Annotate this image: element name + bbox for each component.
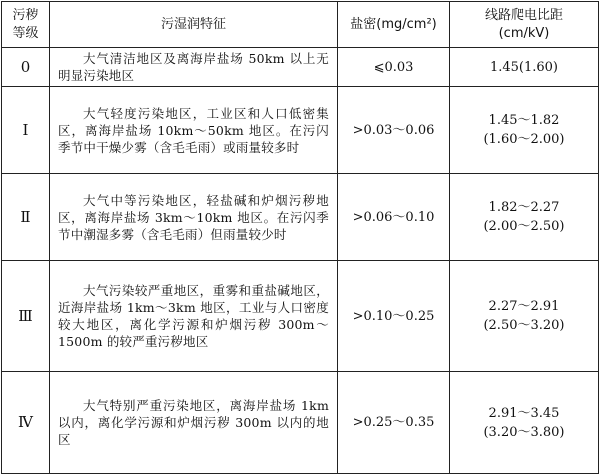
header-level-line2: 等级 bbox=[12, 25, 39, 41]
creepage-value: 1.82～2.27 bbox=[488, 200, 560, 215]
header-level-line1: 污秽 bbox=[12, 7, 39, 23]
creepage-value-alt: (2.00～2.50) bbox=[483, 219, 565, 234]
table-header-row bbox=[2, 2, 599, 48]
characteristics-cell: 大气轻度污染地区，工业区和人口低密集区，离海岸盐场 10km～50km 地区。在污闪季节中干燥少雾（含毛毛雨）或雨量较多时 bbox=[50, 87, 338, 174]
characteristics-cell: 大气特别严重污染地区，离海岸盐场 1km 以内，离化学污源和炉烟污秽 300m 以内的地区 bbox=[50, 372, 338, 474]
table-row bbox=[2, 48, 599, 87]
pollution-level-table bbox=[1, 1, 599, 474]
pollution-level-cell: Ⅱ bbox=[2, 174, 50, 261]
creepage-distance-cell bbox=[450, 372, 599, 474]
pollution-level-cell: Ⅰ bbox=[2, 87, 50, 174]
creepage-value: 1.45～1.82 bbox=[488, 113, 560, 128]
salt-density-cell: >0.06～0.10 bbox=[338, 174, 450, 261]
creepage-value-alt: (2.50～3.20) bbox=[483, 318, 565, 333]
characteristics-cell: 大气污染较严重地区，重雾和重盐碱地区，近海岸盐场 1km～3km 地区，工业与人口密度较大地区，离化学污源和炉烟污秽 300m～1500m 的较严重污秽地区 bbox=[50, 261, 338, 372]
creepage-value: 1.45(1.60) bbox=[489, 59, 559, 75]
salt-density-cell: >0.25～0.35 bbox=[338, 372, 450, 474]
header-creepage-line2: (cm/kV) bbox=[498, 25, 550, 41]
header-salt-density: 盐密(mg/cm²) bbox=[338, 2, 450, 48]
table-row bbox=[2, 87, 599, 174]
header-characteristics: 污湿润特征 bbox=[50, 2, 338, 48]
salt-density-cell: >0.10～0.25 bbox=[338, 261, 450, 372]
creepage-distance-cell bbox=[450, 261, 599, 372]
salt-density-cell: ⩽0.03 bbox=[338, 48, 450, 87]
table-row bbox=[2, 261, 599, 372]
salt-density-cell: >0.03～0.06 bbox=[338, 87, 450, 174]
creepage-value-alt: (3.20～3.80) bbox=[483, 424, 565, 440]
characteristics-cell: 大气中等污染地区，轻盐碱和炉烟污秽地区，离海岸盐场 3km～10km 地区。在污闪季节中潮湿多雾（含毛毛雨）但雨量较少时 bbox=[50, 174, 338, 261]
pollution-level-cell: Ⅲ bbox=[2, 261, 50, 372]
header-pollution-level bbox=[2, 2, 50, 48]
creepage-distance-cell bbox=[450, 87, 599, 174]
creepage-distance-cell bbox=[450, 48, 599, 87]
table-row bbox=[2, 372, 599, 474]
creepage-value: 2.91～3.45 bbox=[488, 405, 560, 421]
header-creepage-distance bbox=[450, 2, 599, 48]
pollution-level-cell: Ⅳ bbox=[2, 372, 50, 474]
characteristics-cell: 大气清洁地区及离海岸盐场 50km 以上无明显污染地区 bbox=[50, 48, 338, 87]
creepage-value: 2.27～2.91 bbox=[488, 299, 560, 314]
header-creepage-line1: 线路爬电比距 bbox=[484, 7, 563, 23]
creepage-distance-cell bbox=[450, 174, 599, 261]
creepage-value-alt: (1.60～2.00) bbox=[483, 132, 565, 147]
pollution-level-cell: 0 bbox=[2, 48, 50, 87]
table-row bbox=[2, 174, 599, 261]
